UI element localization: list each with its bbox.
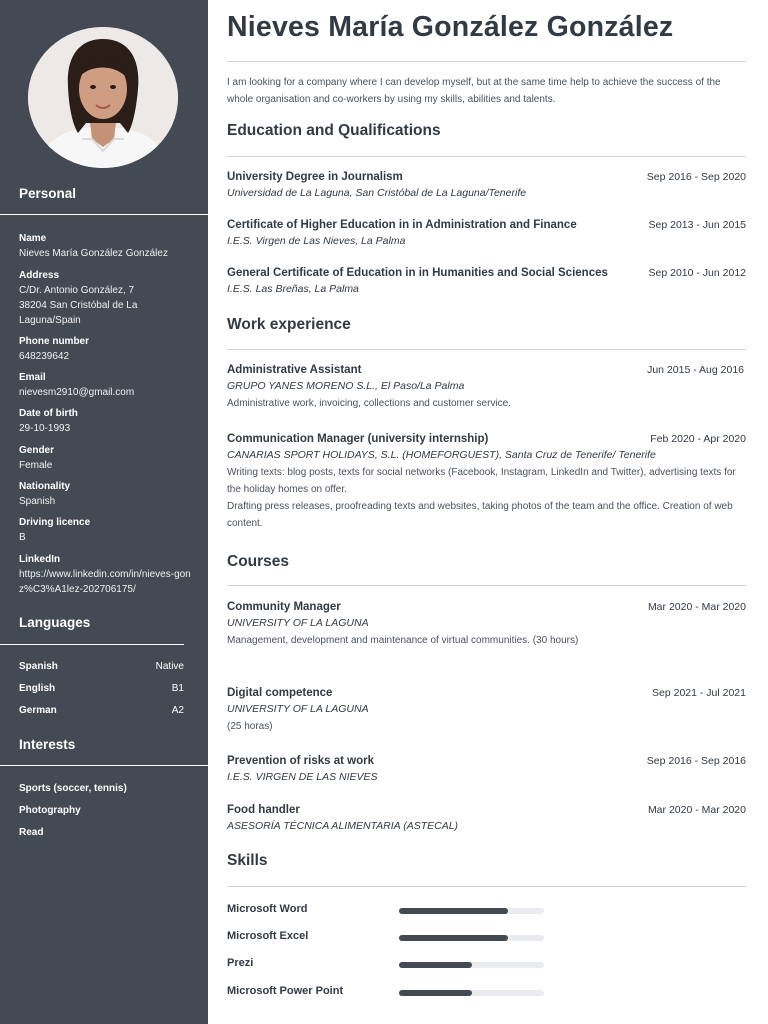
interest-item: Read — [19, 827, 44, 838]
entry-title: Prevention of risks at work — [227, 755, 374, 767]
work-entry — [227, 433, 746, 532]
courses-heading: Courses — [227, 553, 290, 570]
language-name: English — [19, 683, 56, 694]
skill-row — [227, 903, 547, 919]
skill-row — [227, 985, 547, 1001]
course-entry — [227, 601, 746, 649]
field-value: C/Dr. Antonio González, 7 38204 San Cristóbal de La Laguna/Spain — [19, 285, 138, 326]
education-entry — [227, 267, 746, 295]
work-entry — [227, 364, 746, 412]
entry-description: Administrative work, invoicing, collections and customer service. — [227, 398, 511, 409]
education-entry — [227, 219, 746, 247]
entry-dates: Sep 2021 - Jul 2021 — [652, 687, 746, 699]
field-label: Name — [19, 233, 47, 244]
entry-dates: Sep 2010 - Jun 2012 — [648, 267, 746, 279]
entry-subtitle: ASESORÍA TÉCNICA ALIMENTARIA (ASTECAL) — [227, 820, 459, 832]
entry-description: Writing texts: blog posts, texts for social networks (Facebook, Instagram, LinkedIn and Twitter), advertising texts for the holiday homes on offer. — [227, 467, 736, 495]
entry-subtitle: UNIVERSITY OF LA LAGUNA — [227, 703, 369, 715]
field-label: Phone number — [19, 336, 90, 347]
field-label: Gender — [19, 445, 55, 456]
entry-title: Certificate of Higher Education in in Administration and Finance — [227, 219, 577, 231]
entry-dates: Feb 2020 - Apr 2020 — [650, 433, 746, 445]
skill-bar-track — [399, 962, 544, 968]
entry-subtitle: Universidad de La Laguna, San Cristóbal de La Laguna/Tenerife — [227, 187, 527, 199]
skill-name: Microsoft Word — [227, 903, 308, 915]
entry-dates: Sep 2013 - Jun 2015 — [648, 219, 746, 231]
entry-subtitle: I.E.S. VIRGEN DE LAS NIEVES — [227, 771, 378, 783]
interests-divider — [0, 765, 208, 766]
entry-title: Digital competence — [227, 687, 333, 699]
education-heading: Education and Qualifications — [227, 122, 441, 139]
skills-heading: Skills — [227, 852, 268, 869]
field-label: Driving licence — [19, 517, 91, 528]
skills-divider — [227, 886, 746, 887]
entry-description: (25 horas) — [227, 721, 273, 732]
entry-title: University Degree in Journalism — [227, 171, 403, 183]
education-divider — [227, 156, 746, 157]
candidate-name: Nieves María González González — [227, 11, 674, 43]
skill-bar-fill — [399, 990, 472, 996]
sidebar — [0, 0, 208, 1024]
field-label: LinkedIn — [19, 554, 61, 565]
skill-bar-fill — [399, 962, 472, 968]
entry-title: Administrative Assistant — [227, 364, 362, 376]
personal-field-linkedin — [19, 552, 203, 597]
field-value: Nieves María González González — [19, 248, 168, 259]
entry-dates: Sep 2016 - Sep 2016 — [646, 755, 746, 767]
personal-field-phone — [19, 334, 203, 364]
profile-summary: I am looking for a company where I can develop myself, but at the same time help to achieve the success of the whole organisation and co-workers by using my skills, abilities and talents. — [227, 77, 721, 105]
languages-heading: Languages — [19, 615, 91, 630]
personal-field-licence — [19, 515, 203, 545]
field-value: nievesm2910@gmail.com — [19, 387, 135, 398]
work-divider — [227, 349, 746, 350]
interest-item: Photography — [19, 805, 81, 816]
field-value: Female — [19, 460, 53, 471]
language-row — [19, 661, 184, 672]
skill-row — [227, 930, 547, 946]
interest-item: Sports (soccer, tennis) — [19, 783, 127, 794]
skill-name: Microsoft Power Point — [227, 985, 344, 997]
entry-dates: Sep 2016 - Sep 2020 — [646, 171, 746, 183]
courses-divider — [227, 585, 746, 586]
entry-title: Community Manager — [227, 601, 341, 613]
languages-divider — [0, 644, 184, 645]
skill-name: Prezi — [227, 957, 254, 969]
skill-row — [227, 957, 547, 973]
entry-dates: Jun 2015 - Aug 2016 — [647, 364, 744, 376]
skill-bar-track — [399, 935, 544, 941]
field-value: B — [19, 532, 26, 543]
entry-subtitle: UNIVERSITY OF LA LAGUNA — [227, 617, 369, 629]
field-label: Email — [19, 372, 46, 383]
profile-photo — [28, 27, 178, 168]
entry-subtitle: CANARIAS SPORT HOLIDAYS, S.L. (HOMEFORGUEST), Santa Cruz de Tenerife/ Tenerife — [227, 449, 656, 461]
personal-field-gender — [19, 443, 203, 473]
entry-description: Drafting press releases, proofreading texts and websites, taking photos of the team and the office. Creation of web content. — [227, 501, 733, 529]
personal-heading: Personal — [19, 186, 77, 201]
skill-bar-track — [399, 990, 544, 996]
personal-field-address — [19, 268, 203, 328]
skill-bar-fill — [399, 935, 508, 941]
personal-field-email — [19, 370, 203, 400]
language-row — [19, 683, 184, 694]
entry-subtitle: GRUPO YANES MORENO S.L., El Paso/La Palma — [227, 380, 465, 392]
entry-dates: Mar 2020 - Mar 2020 — [647, 804, 746, 816]
course-entry — [227, 804, 746, 832]
entry-title: Food handler — [227, 804, 300, 816]
profile-photo-image — [28, 27, 178, 168]
language-name: Spanish — [19, 661, 58, 672]
language-level: Native — [155, 661, 184, 672]
skill-name: Microsoft Excel — [227, 930, 309, 942]
personal-field-nationality — [19, 479, 203, 509]
language-level: A2 — [171, 705, 184, 716]
work-heading: Work experience — [227, 316, 351, 333]
skill-bar-fill — [399, 908, 508, 914]
interests-heading: Interests — [19, 737, 76, 752]
entry-subtitle: I.E.S. Las Breñas, La Palma — [227, 283, 359, 295]
field-label: Nationality — [19, 481, 71, 492]
entry-subtitle: I.E.S. Virgen de Las Nieves, La Palma — [227, 235, 406, 247]
course-entry — [227, 755, 746, 783]
language-name: German — [19, 705, 57, 716]
personal-divider — [0, 214, 208, 215]
skill-bar-track — [399, 908, 544, 914]
course-entry — [227, 687, 746, 735]
name-divider — [227, 61, 746, 62]
personal-field-name — [19, 231, 203, 261]
language-level: B1 — [171, 683, 184, 694]
language-row — [19, 705, 184, 716]
entry-description: Management, development and maintenance of virtual communities. (30 hours) — [227, 635, 579, 646]
field-label: Address — [19, 270, 60, 281]
field-label: Date of birth — [19, 408, 78, 419]
entry-dates: Mar 2020 - Mar 2020 — [647, 601, 746, 613]
field-value: Spanish — [19, 496, 56, 507]
field-value: 29-10-1993 — [19, 423, 71, 434]
personal-field-birth — [19, 406, 203, 436]
linkedin-link[interactable]: https://www.linkedin.com/in/nieves-gonz%C3%A1lez-202706175/ — [19, 569, 191, 595]
entry-title: Communication Manager (university internship) — [227, 433, 489, 445]
field-value: 648239642 — [19, 351, 70, 362]
education-entry — [227, 171, 746, 199]
entry-title: General Certificate of Education in in Humanities and Social Sciences — [227, 267, 608, 279]
